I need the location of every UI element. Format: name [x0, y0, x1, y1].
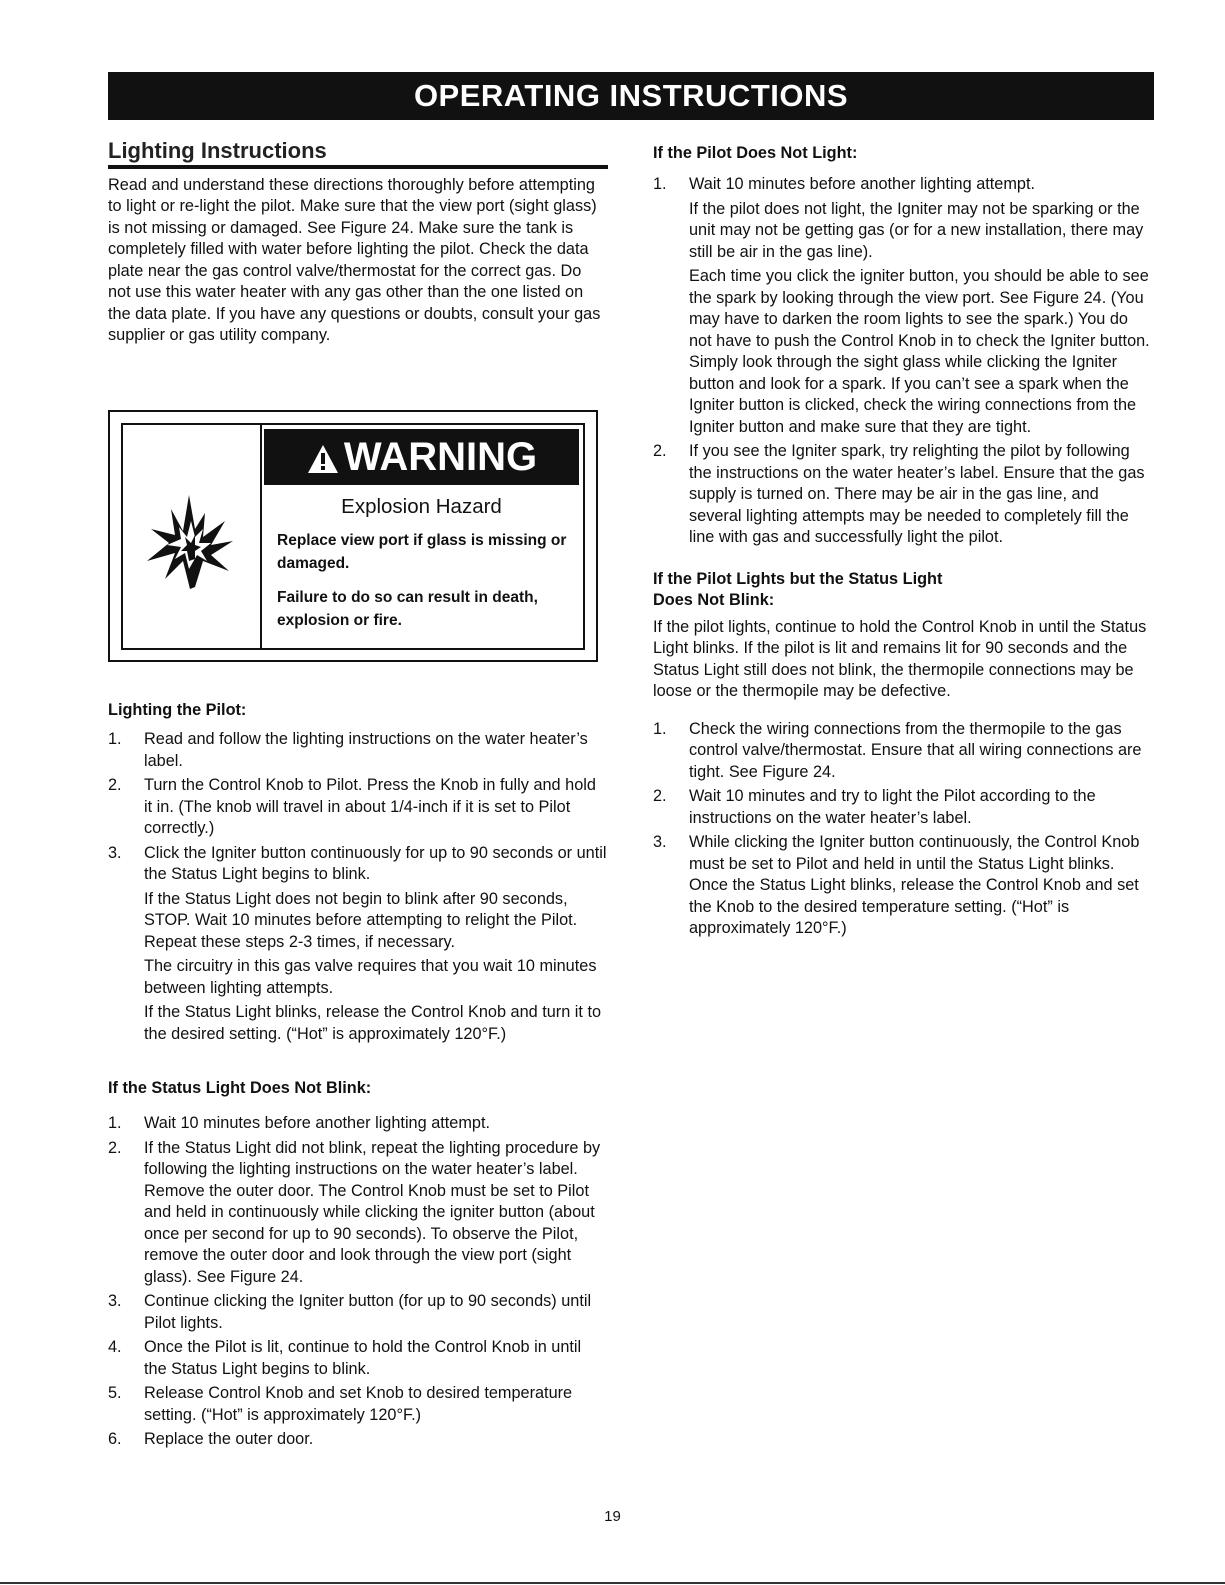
- list-text: Replace the outer door.: [144, 1430, 314, 1448]
- left-column: [108, 140, 608, 347]
- lighting-pilot-section: [108, 700, 608, 1048]
- lighting-intro: Read and understand these directions thoroughly before attempting to light or re-light the pilot. Make sure that the view port (sight glass) is not missing or damaged. See Figure 24. Make sure the tank is completely filled with water before lighting the pilot. Check the data plate near the gas control valve/thermostat for the correct gas. Do not use this water heater with any gas other than the one listed on the data plate. If you have any questions or doubts, consult your gas supplier or gas utility company.: [108, 175, 601, 344]
- list-item: [108, 1291, 608, 1334]
- list-number: 6.: [108, 1430, 122, 1448]
- list-item: [653, 832, 1153, 940]
- status-no-blink-heading: If the Status Light Does Not Blink:: [108, 1079, 372, 1097]
- list-number: 5.: [108, 1384, 122, 1402]
- page-number: 19: [604, 1508, 621, 1525]
- list-item: [108, 1113, 608, 1135]
- list-text-extra: If the Status Light does not begin to blink after 90 seconds, STOP. Wait 10 minutes before attempting to relight the Pilot. Repeat these steps 2-3 times, if necessary.: [144, 889, 578, 951]
- list-number: 1.: [653, 719, 667, 738]
- explosion-icon: [145, 491, 235, 591]
- list-text-extra: If the Status Light blinks, release the Control Knob and turn it to the desired setting. (“Hot” is approximately 120°F.): [144, 1003, 602, 1043]
- list-text: Read and follow the lighting instructions on the water heater’s label.: [144, 730, 588, 770]
- list-number: 3.: [108, 1292, 122, 1310]
- list-number: 3.: [653, 833, 667, 851]
- list-number: 1.: [653, 175, 667, 193]
- list-item: [653, 786, 1153, 829]
- section-title: Lighting Instructions: [108, 140, 608, 169]
- pilot-lights-list: [653, 719, 1153, 940]
- list-item: [108, 1429, 608, 1451]
- list-text: Wait 10 minutes and try to light the Pilot according to the instructions on the water heater’s label.: [689, 787, 1096, 827]
- warning-triangle-icon: [306, 443, 340, 475]
- list-text: Release Control Knob and set Knob to desired temperature setting. (“Hot” is approximately 120°F.): [144, 1384, 573, 1424]
- list-number: 1.: [108, 1114, 122, 1132]
- warning-line-2: Failure to do so can result in death, explosion or fire.: [277, 589, 538, 629]
- list-item: [653, 719, 1153, 784]
- pilot-lights-section: [653, 569, 1153, 940]
- list-text-extra: The circuitry in this gas valve requires that you wait 10 minutes between lighting attempts.: [144, 957, 597, 997]
- list-text: Turn the Control Knob to Pilot. Press the Knob in fully and hold it in. (The knob will travel in about 1/4-inch if it is set to Pilot correctly.): [144, 776, 596, 837]
- pilot-lights-heading-2: Does Not Blink:: [653, 590, 775, 609]
- list-text: Continue clicking the Igniter button (for up to 90 seconds) until Pilot lights.: [144, 1292, 592, 1332]
- list-text: Wait 10 minutes before another lighting attempt.: [144, 1114, 491, 1132]
- list-item: [108, 1383, 608, 1426]
- right-column: [653, 143, 1153, 943]
- list-text: Once the Pilot is lit, continue to hold the Control Knob in until the Status Light begins to blink.: [144, 1338, 582, 1378]
- pilot-no-light-list: [653, 174, 1153, 549]
- warning-box: [108, 410, 598, 662]
- list-text-extra: Each time you click the igniter button, you should be able to see the spark by looking through the view port. See Figure 24. (You may have to darken the room lights to see the spark.) You do not have to push the Control Knob in to check the Igniter button. Simply look through the sight glass while clicking the Igniter button and look for a spark. If you can’t see a spark when the Igniter button is clicked, check the wiring connections from the Igniter button and make sure that they are tight.: [689, 267, 1150, 436]
- warning-heading: WARNING: [343, 435, 538, 479]
- page-banner: OPERATING INSTRUCTIONS: [108, 72, 1154, 120]
- list-item: [653, 174, 1153, 438]
- list-item: [108, 729, 608, 772]
- list-text-extra: If the pilot does not light, the Igniter may not be sparking or the unit may not be getting gas (or for a new installation, there may still be air in the gas line).: [689, 199, 1144, 261]
- pilot-lights-intro: If the pilot lights, continue to hold the Control Knob in until the Status Light blinks. If the pilot is lit and remains lit for 90 seconds and the Status Light still does not blink, the thermopile connections may be loose or the thermopile may be defective.: [653, 617, 1147, 700]
- warning-header: [264, 429, 579, 485]
- list-number: 1.: [108, 730, 122, 748]
- list-text: If the Status Light did not blink, repeat the lighting procedure by following the lighting instructions on the water heater’s label. Remove the outer door. The Control Knob must be set to Pilot and held in continuously while clicking the igniter button (about once per second for up to 90 seconds). To observe the Pilot, remove the outer door and look through the view port (sight glass). See Figure 24.: [144, 1138, 601, 1286]
- warning-box-inner: [121, 423, 585, 650]
- list-item: [108, 1138, 608, 1289]
- list-text: If you see the Igniter spark, try relighting the pilot by following the instructions on the water heater’s label. Ensure that the gas supply is turned on. There may be air in the gas line, and several lighting attempts may be needed to completely fill the line with gas and successfully light the pilot.: [689, 442, 1145, 546]
- lighting-pilot-list: [108, 729, 608, 1045]
- list-item: [653, 441, 1153, 549]
- list-number: 3.: [108, 843, 122, 862]
- page-bottom-rule: [0, 1582, 1225, 1584]
- warning-title: Explosion Hazard: [341, 495, 502, 518]
- list-number: 2.: [653, 787, 667, 805]
- pilot-no-light-heading: If the Pilot Does Not Light:: [653, 144, 858, 162]
- list-text: Wait 10 minutes before another lighting attempt.: [689, 175, 1036, 193]
- status-no-blink-section: [108, 1078, 608, 1454]
- list-number: 2.: [108, 776, 122, 794]
- list-number: 2.: [108, 1138, 122, 1157]
- list-number: 2.: [653, 442, 667, 460]
- list-number: 4.: [108, 1338, 122, 1356]
- list-text: While clicking the Igniter button continuously, the Control Knob must be set to Pilot and held in until the Status Light blinks. Once the Status Light blinks, release the Control Knob and set the Knob to the desired temperature setting. (“Hot” is approximately 120°F.): [689, 833, 1140, 937]
- pilot-lights-heading-1: If the Pilot Lights but the Status Light: [653, 569, 943, 588]
- warning-line-1: Replace view port if glass is missing or damaged.: [277, 532, 567, 572]
- list-text: Check the wiring connections from the thermopile to the gas control valve/thermostat. Ensure that all wiring connections are tight. See Figure 24.: [689, 719, 1142, 781]
- list-item: [108, 843, 608, 1046]
- list-item: [108, 1337, 608, 1380]
- list-text: Click the Igniter button continuously for up to 90 seconds or until the Status Light begins to blink.: [144, 843, 607, 883]
- warning-divider: [260, 425, 262, 648]
- lighting-pilot-heading: Lighting the Pilot:: [108, 701, 247, 719]
- list-item: [108, 775, 608, 840]
- status-no-blink-list: [108, 1113, 608, 1451]
